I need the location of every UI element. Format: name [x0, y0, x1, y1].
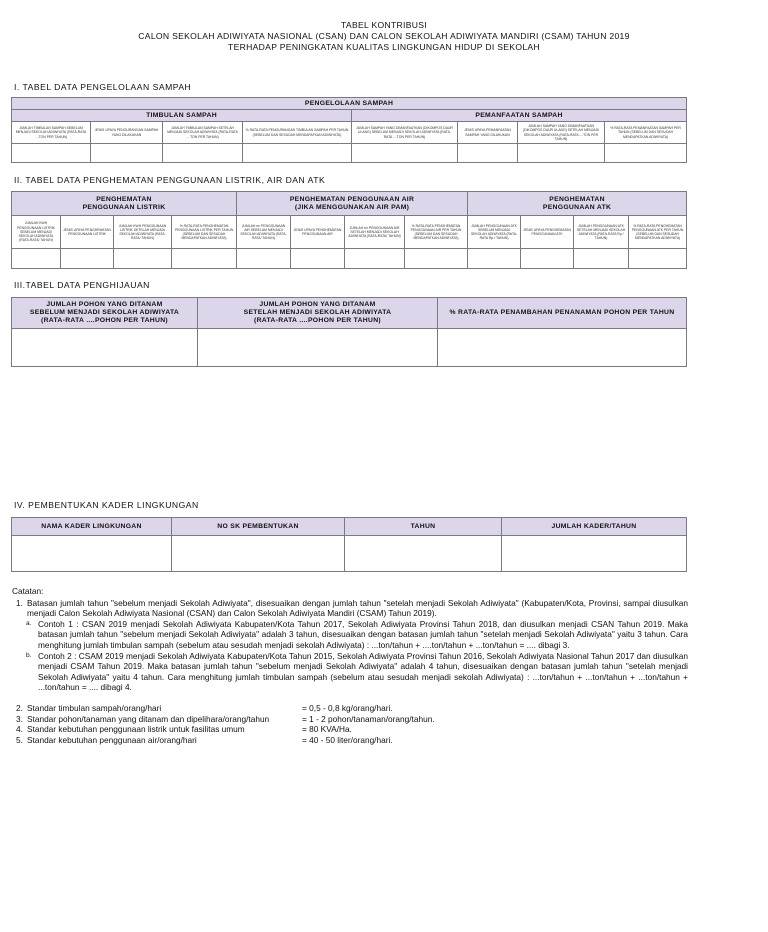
data-cell[interactable]	[574, 249, 629, 269]
column-header: JUMLAH SAMPAH YANG DIMANFAATKAN (DIKOMPOS DAUR ULANG) SEBELUM MENJADI SEKOLAH ADIWIYATA (RATA-RATA ....TON PER TAHUN)	[352, 122, 458, 144]
column-header: JENIS UPAYA PENGURANGAN SAMPAH YANG DILAKUKAN	[91, 122, 163, 144]
data-cell[interactable]	[345, 249, 405, 269]
column-header: JUMLAH m³ PENGGUNAAN AIR SETELAH MENJADI SEKOLAH ADIWIYATA (RATA-RATA/ TAHUN)	[345, 216, 405, 249]
column-header: % RATA-RATA PEMANFAATAN SAMPAH PER TAHUN (SEBELUM DAN SESUDAH MENDAPATKAN ADIWIYATA)	[605, 122, 687, 144]
standard-number: 2.	[16, 702, 23, 713]
column-header: JUMLAH POHON YANG DITANAM SETELAH MENJADI SEKOLAH ADIWIYATA (RATA-RATA ....POHON PER TAHUN)	[198, 298, 438, 329]
example-bullet: a.	[26, 619, 32, 627]
data-cell[interactable]	[605, 144, 687, 163]
column-header: % RATA-RATA PENAMBAHAN PENANAMAN POHON PER TAHUN	[438, 298, 687, 329]
example-text: Contoh 2 : CSAM 2019 menjadi Sekolah Adiwiyata Kabupaten/Kota Tahun 2015, Sekolah Adiwiyata Provinsi Tahun 2016, Sekolah Adiwiyata Nasional Tahun 2017 dan diusulkan menjadi CSAM Tahun 2019. Maka batasan jumlah tahun "sebelum menjadi Sekolah Adiwiyata" adalah 4 tahun, disesuaikan dengan batasan jumlah tahun "setelah menjadi Sekolah Adiwiyata" yaitu 4 tahun. Cara menghitung jumlah timbulan sampah (sebelum atau sesudah menjadi sekolah Adiwiyata) : ...ton/tahun + ...ton/tahun + ...ton/tahun + ...ton/tahun = .... dibagi 4.	[38, 650, 688, 693]
data-cell[interactable]	[12, 144, 91, 163]
data-cell[interactable]	[243, 144, 352, 163]
column-header: JUMLAH TIMBULAN SAMPAH SEBELUM MENJADI SEKOLAH ADIWIYATA (RATA-RATA ....TON PER TAHUN)	[12, 122, 91, 144]
column-header: TAHUN	[345, 518, 502, 536]
column-header: JENIS UPAYA PENGHEMATAN PENGGUNAAN ATK	[521, 216, 574, 249]
column-header: JUMLAH m³ PENGGUNAAN AIR SEBELUM MENJADI SEKOLAH ADIWIYATA (RATA-RATA/ TAHUN)	[237, 216, 291, 249]
standard-label: Standar kebutuhan penggunaan air/orang/hari	[27, 734, 197, 745]
note-text: Batasan jumlah tahun "sebelum menjadi Sekolah Adiwiyata", disesuaikan dengan jumlah tahun "setelah menjadi Sekolah Adiwiyata" (Kabupaten/Kota, Provinsi, sampai diusulkan menjadi Calon Sekolah Adiwiyata Nasional (CSAN) dan Calon Sekolah Adiwiyata Mandiri (CSAM) Tahun 2019).	[27, 597, 688, 619]
note-example	[26, 651, 688, 693]
data-cell[interactable]	[521, 249, 574, 269]
data-cell[interactable]	[438, 329, 687, 367]
kader-lingkungan-table	[11, 517, 687, 572]
section4-heading: IV. PEMBENTUKAN KADER LINGKUNGAN	[14, 500, 199, 510]
standard-label: Standar pohon/tanaman yang ditanam dan dipelihara/orang/tahun	[27, 713, 270, 724]
data-cell[interactable]	[12, 536, 172, 572]
standard-item	[16, 724, 688, 735]
standards-list	[12, 703, 688, 745]
column-header: % RATA-RATA PENGURANGAN TIMBULAN SAMPAH PER TAHUN (SEBELUM DAN SESUDAH MENDAPATKAN ADIWIYATA)	[243, 122, 352, 144]
column-header: % RATA-RATA PENGHEMATAN PENGGUNAAN LISTRIK PER TAHUN (SEBELUM DAN SESUDAH MENDAPATKAN ADIWIYATA)	[172, 216, 237, 249]
data-cell[interactable]	[91, 144, 163, 163]
data-cell[interactable]	[198, 329, 438, 367]
data-cell[interactable]	[458, 144, 518, 163]
standard-item	[16, 735, 688, 746]
section3-heading: III.TABEL DATA PENGHIJAUAN	[14, 280, 150, 290]
column-header: NO SK PEMBENTUKAN	[172, 518, 345, 536]
data-cell[interactable]	[518, 144, 605, 163]
column-header: JUMLAH KADER/TAHUN	[502, 518, 687, 536]
title-line-2: CALON SEKOLAH ADIWIYATA NASIONAL (CSAN) DAN CALON SEKOLAH ADIWIYATA MANDIRI (CSAM) TAHUN 2019	[138, 31, 630, 41]
section1-heading: I. TABEL DATA PENGELOLAAN SAMPAH	[14, 82, 192, 92]
data-cell[interactable]	[405, 249, 468, 269]
note-item	[16, 598, 688, 619]
data-cell[interactable]	[468, 249, 521, 269]
standard-number: 4.	[16, 724, 23, 735]
subgroup-header: PEMANFAATAN SAMPAH	[352, 110, 687, 122]
standard-label: Standar kebutuhan penggunaan listrik untuk fasilitas umum	[27, 724, 245, 735]
data-cell[interactable]	[502, 536, 687, 572]
standard-label: Standar timbulan sampah/orang/hari	[27, 702, 162, 713]
column-header: JUMLAH PENGGUNAAN ATK SETELAH MENJADI SEKOLAH ADIWIYATA (RATA-RATA Rp./ TAHUN)	[574, 216, 629, 249]
data-cell[interactable]	[291, 249, 345, 269]
subgroup-header: TIMBULAN SAMPAH	[12, 110, 352, 122]
column-header: JUMLAH SAMPAH YANG DIMANFAATKAN (DIKOMPOS DAUR ULANG) SETELAH MENJADI SEKOLAH ADIWIYATA (RATA-RATA ....TON PER TAHUN)	[518, 122, 605, 144]
group-header-atk: PENGHEMATAN PENGGUNAAN ATK	[468, 192, 687, 216]
column-header: JENIS UPAYA PEMANFAATAN SAMPAH YANG DILAKUKAN	[458, 122, 518, 144]
data-cell[interactable]	[12, 249, 61, 269]
data-cell[interactable]	[352, 144, 458, 163]
data-cell[interactable]	[12, 329, 198, 367]
data-cell[interactable]	[172, 536, 345, 572]
note-number: 1.	[16, 597, 23, 608]
example-text: Contoh 1 : CSAN 2019 menjadi Sekolah Adiwiyata Kabupaten/Kota Tahun 2017, Sekolah Adiwiyata Provinsi Tahun 2018, dan diusulkan menjadi CSAN Tahun 2019. Maka batasan jumlah tahun "sebelum menjadi Sekolah Adiwiyata" adalah 3 tahun, disesuaikan dengan batasan jumlah tahun "setelah menjadi Sekolah Adiwiyata" yaitu 3 tahun. Cara menghitung jumlah timbulan sampah (sebelum atau sesudah menjadi sekolah Adiwiyata) : ...ton/tahun + ....ton/tahun + ...ton/tahun = .... dibagi 3.	[38, 618, 688, 650]
standard-value: = 80 KVA/Ha.	[302, 724, 352, 735]
column-header: JUMLAH TIMBULAN SAMPAH SETELAH MENJADI SEKOLAH ADIWIYATA (RATA-RATA ....TON PER TAHUN)	[163, 122, 243, 144]
column-header: % RATA-RATA PENGHEMATAN PENGGUNAAN AIR PER TAHUN (SEBELUM DAN SESUDAH MENDAPATKAN ADIWIYATA)	[405, 216, 468, 249]
note-example	[26, 619, 688, 651]
section2-heading: II. TABEL DATA PENGHEMATAN PENGGUNAAN LISTRIK, AIR DAN ATK	[14, 175, 326, 185]
data-cell[interactable]	[237, 249, 291, 269]
notes-label: Catatan:	[12, 586, 44, 596]
penghematan-table	[11, 191, 687, 269]
column-header: JUMLAH KWH PENGGUNAAN LISTRIK SETELAH MENJADI SEKOLAH ADIWIYATA (RATA-RATA/ TAHUN)	[114, 216, 172, 249]
document-title	[0, 20, 768, 53]
column-header: JUMLAH PENGGUNAAN ATK SEBELUM MENJADI SEKOLAH ADIWIYATA (RATA-RATA Rp./ TAHUN)	[468, 216, 521, 249]
column-header: NAMA KADER LINGKUNGAN	[12, 518, 172, 536]
data-cell[interactable]	[172, 249, 237, 269]
group-header-air: PENGHEMATAN PENGGUNAAN AIR (JIKA MENGGUNAKAN AIR PAM)	[237, 192, 468, 216]
standard-item	[16, 703, 688, 714]
title-line-1: TABEL KONTRIBUSI	[341, 20, 427, 30]
standard-value: = 1 - 2 pohon/tanaman/orang/tahun.	[302, 713, 435, 724]
group-header: PENGELOLAAN SAMPAH	[12, 98, 687, 110]
standard-item	[16, 714, 688, 725]
column-header: JENIS UPAYA PENGHEMATAN PENGGUNAAN LISTRIK	[61, 216, 114, 249]
column-header: JUMLAH KWH PENGGUNAAN LISTRIK SEBELUM MENJADI SEKOLAH ADIWIYATA (RATA-RATA/ TAHUN)	[12, 216, 61, 249]
data-cell[interactable]	[114, 249, 172, 269]
standard-number: 5.	[16, 734, 23, 745]
title-line-3: TERHADAP PENINGKATAN KUALITAS LINGKUNGAN HIDUP DI SEKOLAH	[228, 42, 540, 52]
column-header: JENIS UPAYA PENGHEMATAN PENGGUNAAN AIR	[291, 216, 345, 249]
example-bullet: b.	[26, 651, 32, 659]
pengelolaan-sampah-table	[11, 97, 687, 163]
data-cell[interactable]	[629, 249, 687, 269]
standard-number: 3.	[16, 713, 23, 724]
column-header: JUMLAH POHON YANG DITANAM SEBELUM MENJADI SEKOLAH ADIWIYATA (RATA-RATA ....POHON PER TAHUN)	[12, 298, 198, 329]
penghijauan-table	[11, 297, 687, 367]
notes	[12, 586, 688, 745]
standard-value: = 40 - 50 liter/orang/hari.	[302, 734, 393, 745]
group-header-listrik: PENGHEMATAN PENGGUNAAN LISTRIK	[12, 192, 237, 216]
data-cell[interactable]	[61, 249, 114, 269]
column-header: % RATA-RATA PENGHEMATAN PENGGUNAAN ATK PER TAHUN (SEBELUM DAN SESUDAH MENDAPATKAN ADIWIYATA)	[629, 216, 687, 249]
standard-value: = 0,5 - 0,8 kg/orang/hari.	[302, 702, 393, 713]
data-cell[interactable]	[163, 144, 243, 163]
data-cell[interactable]	[345, 536, 502, 572]
